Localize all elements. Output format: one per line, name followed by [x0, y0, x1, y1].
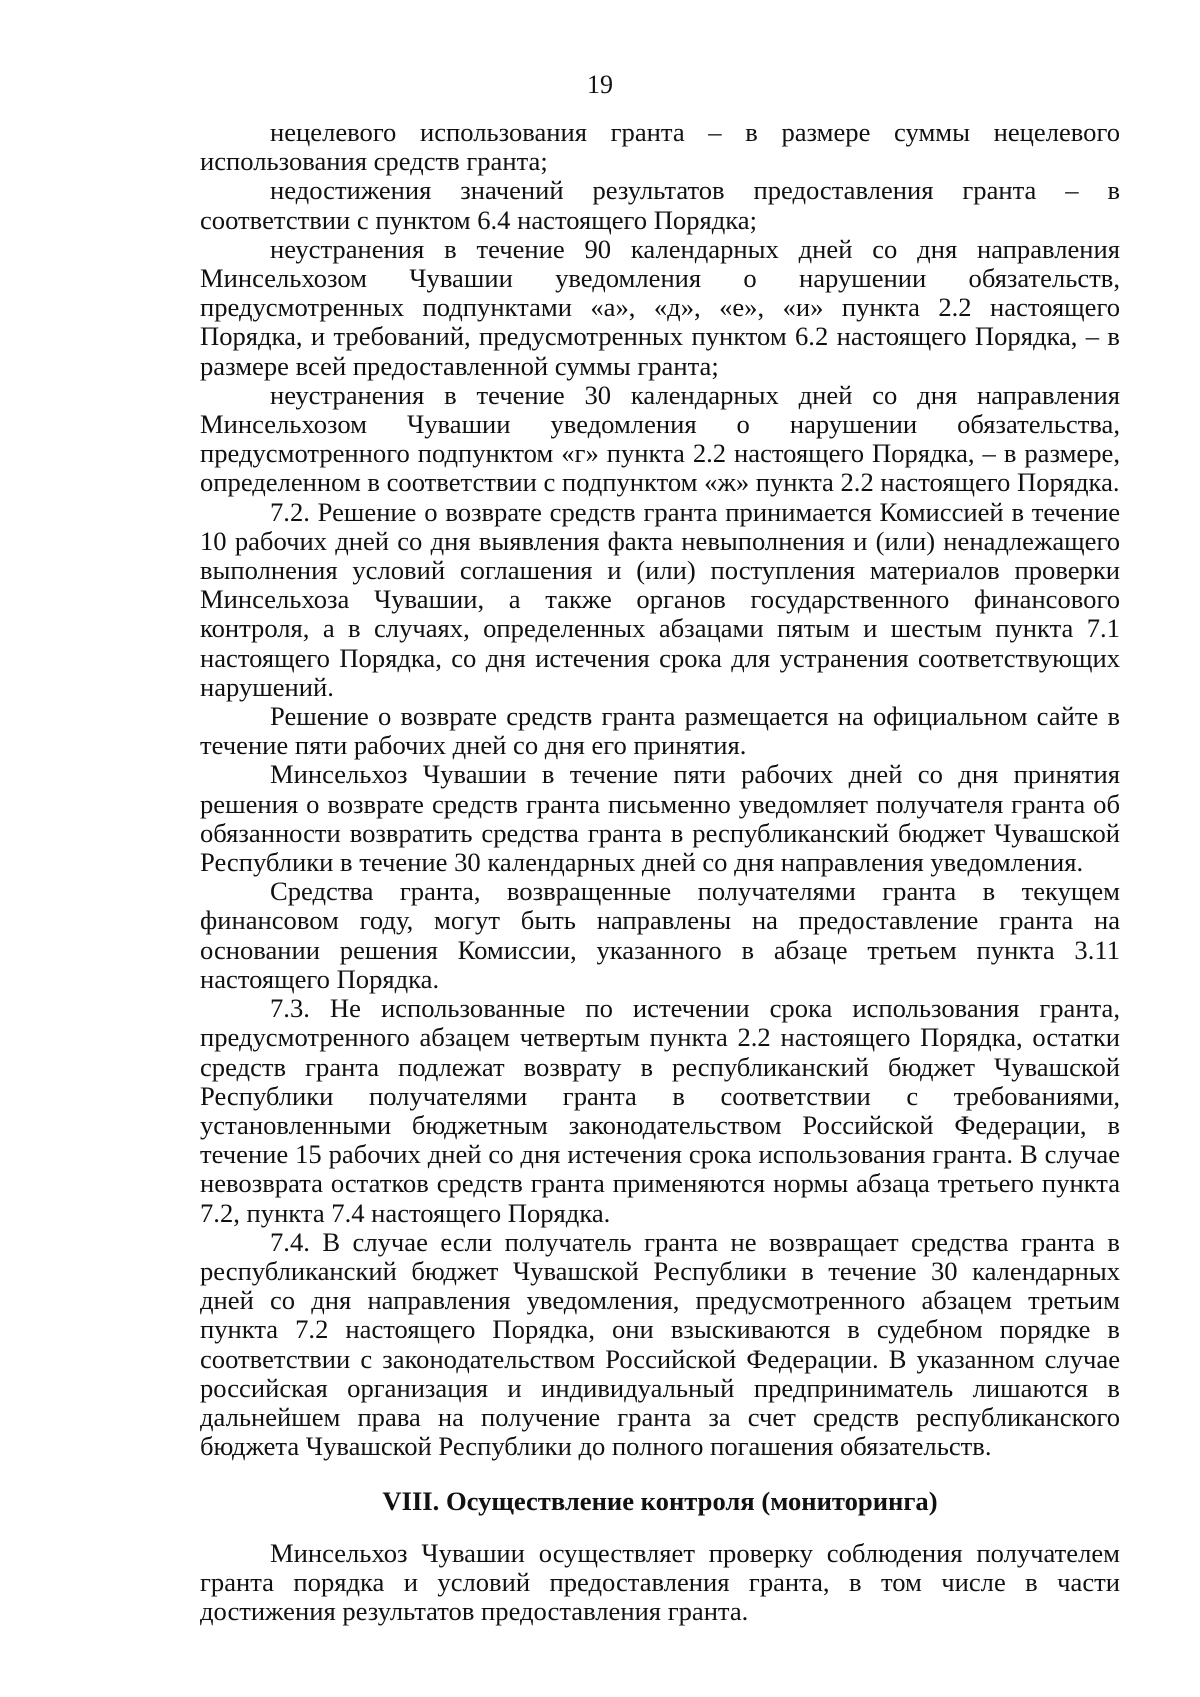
paragraph-decision-published: Решение о возврате средств гранта размещается на официальном сайте в течение пяти рабочих дней со дня его принятия.	[200, 701, 1120, 761]
page-number: 19	[587, 70, 613, 99]
section-heading: VIII. Осуществление контроля (мониторинга)	[382, 1486, 938, 1517]
paragraph-7-2: 7.2. Решение о возврате средств гранта принимается Комиссией в течение 10 рабочих дней со дня выявления факта невыполнения и (или) ненадлежащего выполнения условий соглашения и (или) поступления материалов проверки Минсельхоза Чувашии, а также органов государственного финансового контроля, а в случаях, определенных абзацами пятым и шестым пункта 7.1 настоящего Порядка, со дня истечения срока для устранения соответствующих нарушений.	[200, 496, 1120, 702]
paragraph-notification: Минсельхоз Чувашии в течение пяти рабочих дней со дня принятия решения о возврате средств гранта письменно уведомляет получателя гранта об обязанности возвратить средства гранта в республиканский бюджет Чувашской Республики в течение 30 календарных дней со дня направления уведомления.	[200, 759, 1120, 878]
paragraph-returned-funds: Средства гранта, возвращенные получателями гранта в текущем финансовом году, могут быть направлены на предоставление гранта на основании решения Комиссии, указанного в абзаце третьем пункта 3.11 настоящего Порядка.	[200, 876, 1120, 994]
paragraph-90-days: неустранения в течение 90 календарных дней со дня направления Минсельхозом Чувашии уведомления о нарушении обязательств, предусмотренных подпунктами «а», «д», «е», «и» пункта 2.2 настоящего Порядка, и требований, предусмотренных пунктом 6.2 настоящего Порядка, – в размере всей предоставленной суммы гранта;	[200, 233, 1120, 381]
paragraph-7-4: 7.4. В случае если получатель гранта не возвращает средства гранта в республиканский бюджет Чувашской Республики в течение 30 календарных дней со дня направления уведомления, предусмотренного абзацем третьим пункта 7.2 настоящего Порядка, они взыскиваются в судебном порядке в соответствии с законодательством Российской Федерации. В указанном случае российская организация и индивидуальный предприниматель лишаются в дальнейшем права на получение гранта за счет средств республиканского бюджета Чувашской Республики до полного погашения обязательств.	[200, 1226, 1120, 1462]
document-body	[200, 118, 1120, 1626]
paragraph-30-days: неустранения в течение 30 календарных дней со дня направления Минсельхозом Чувашии уведомления о нарушении обязательства, предусмотренного подпунктом «г» пункта 2.2 настоящего Порядка, – в размере, определенном в соответствии с подпунктом «ж» пункта 2.2 настоящего Порядка.	[200, 379, 1120, 498]
paragraph-monitoring: Минсельхоз Чувашии осуществляет проверку соблюдения получателем гранта порядка и условий предоставления гранта, в том числе в части достижения результатов предоставления гранта.	[200, 1537, 1120, 1626]
paragraph-7-3: 7.3. Не использованные по истечении срока использования гранта, предусмотренного абзацем четвертым пункта 2.2 настоящего Порядка, остатки средств гранта подлежат возврату в республиканский бюджет Чувашской Республики получателями гранта в соответствии с требованиями, установленными бюджетным законодательством Российской Федерации, в течение 15 рабочих дней со дня истечения срока использования гранта. В случае невозврата остатков средств гранта применяются нормы абзаца третьего пункта 7.2, пункта 7.4 настоящего Порядка.	[200, 993, 1120, 1228]
paragraph-results-not-achieved: недостижения значений результатов предоставления гранта – в соответствии с пунктом 6.4 настоящего Порядка;	[200, 175, 1120, 235]
paragraph-misuse: нецелевого использования гранта – в размере суммы нецелевого использования средств гранта;	[200, 117, 1120, 177]
